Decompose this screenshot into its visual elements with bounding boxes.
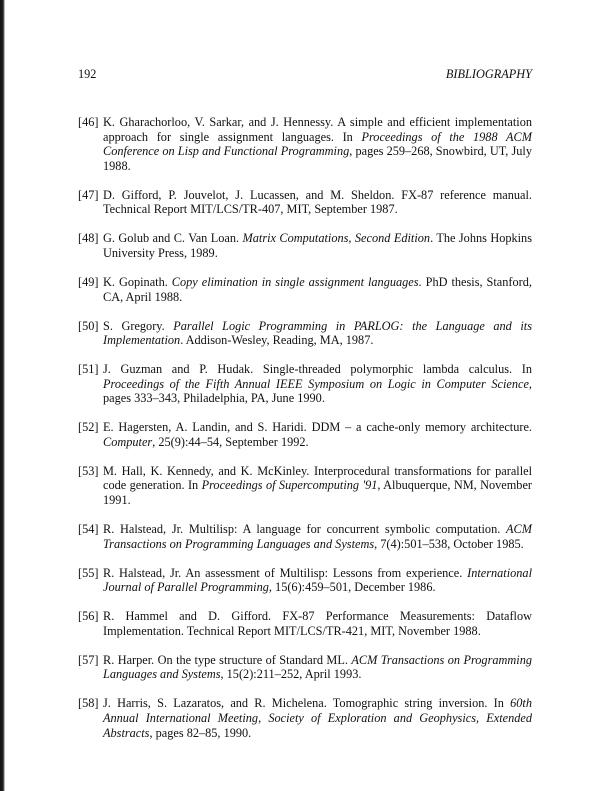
entry-text [103, 464, 532, 507]
bibliography-entry [78, 653, 532, 682]
entry-text-part: . The Johns Hopkins University Press, 1989. [103, 231, 532, 260]
entry-text [103, 362, 532, 405]
entry-venue-italic: Copy elimination in single assignment languages [171, 274, 419, 289]
entry-text [103, 115, 532, 173]
entry-text-part: , pages 82–85, 1990. [149, 725, 252, 740]
entry-text [103, 275, 532, 304]
entry-text-part: R. Harper. On the type structure of Standard ML. [103, 652, 352, 667]
entry-venue-italic: Matrix Computations, Second Edition [242, 231, 431, 246]
bibliography-entry [78, 696, 532, 740]
entry-label: [48] [78, 231, 99, 246]
bibliography-entry [78, 231, 532, 260]
entry-text [103, 420, 532, 449]
entry-venue-italic: Proceedings of Supercomputing '91 [201, 478, 378, 493]
bibliography-entry [78, 115, 532, 173]
bibliography-entry [78, 420, 532, 449]
bibliography-entry [78, 464, 532, 508]
entry-text-part: K. Gopinath. [103, 274, 172, 289]
entry-text-part: S. Gregory. [103, 318, 174, 333]
entry-label: [58] [78, 696, 99, 711]
entry-text [103, 566, 532, 595]
entry-text-part: R. Halstead, Jr. An assessment of Multilisp: Lessons from experience. [103, 565, 468, 580]
page-number: 192 [78, 67, 97, 81]
bibliography-entry [78, 609, 532, 638]
entry-label: [55] [78, 565, 99, 580]
page-header [78, 67, 532, 83]
entry-text-part: , 15(6):459–501, December 1986. [268, 580, 436, 595]
entry-text [103, 696, 532, 739]
running-title: BIBLIOGRAPHY [445, 67, 532, 81]
bibliography-list [78, 115, 532, 754]
entry-text-part: , 25(9):44–54, September 1992. [152, 434, 309, 449]
entry-text-part: K. Gharachorloo, V. Sarkar, and J. Hennessy. A simple and efficient implementation approach for single assignment languages. In [103, 115, 532, 144]
scan-edge-shadow [0, 0, 5, 791]
entry-label: [56] [78, 609, 99, 624]
entry-text-part: J. Harris, S. Lazaratos, and R. Michelena. Tomographic string inversion. In [103, 696, 511, 711]
entry-venue-italic: International Journal of Parallel Programming [103, 565, 532, 595]
entry-text [103, 522, 532, 551]
entry-text-part: R. Halstead, Jr. Multilisp: A language for concurrent symbolic computation. [103, 522, 507, 536]
entry-label: [50] [78, 318, 99, 333]
entry-text-part: D. Gifford, P. Jouvelot, J. Lucassen, and M. Sheldon. FX-87 reference manual. Technical Report MIT/LCS/TR-407, MIT, September 1987. [103, 187, 532, 217]
entry-venue-italic: Parallel Logic Programming in PARLOG: the Language and its Implementation [103, 318, 532, 348]
entry-text [103, 319, 532, 348]
entry-venue-italic: 60th Annual International Meeting, Society of Exploration and Geophysics, Extended Abstracts [103, 696, 532, 740]
entry-venue-italic: Computer [103, 434, 153, 449]
entry-text-part: J. Guzman and P. Hudak. Single-threaded polymorphic lambda calculus. In [103, 362, 532, 377]
entry-text [103, 653, 532, 682]
entry-venue-italic: ACM Transactions on Programming Languages and Systems [103, 522, 532, 551]
entry-text-part: M. Hall, K. Kennedy, and K. McKinley. Interprocedural transformations for parallel code generation. In [103, 463, 532, 493]
entry-text-part: , pages 333–343, Philadelphia, PA, June 1990. [103, 376, 532, 406]
bibliography-entry [78, 319, 532, 348]
entry-label: [53] [78, 463, 99, 478]
entry-text-part: , Albuquerque, NM, November 1991. [103, 478, 532, 508]
entry-text [103, 188, 532, 217]
entry-venue-italic: Proceedings of the Fifth Annual IEEE Symposium on Logic in Computer Science [103, 376, 529, 391]
entry-label: [51] [78, 362, 99, 377]
entry-label: [46] [78, 115, 99, 129]
entry-text [103, 609, 532, 638]
bibliography-entry [78, 188, 532, 217]
entry-text-part: , 15(2):211–252, April 1993. [220, 667, 362, 682]
bibliography-entry [78, 275, 532, 304]
entry-label: [54] [78, 522, 99, 536]
entry-label: [52] [78, 420, 99, 435]
entry-text-part: R. Hammel and D. Gifford. FX-87 Performance Measurements: Dataflow Implementation. Technical Report MIT/LCS/TR-421, MIT, November 1988. [103, 609, 532, 638]
entry-text-part: . Addison-Wesley, Reading, MA, 1987. [180, 333, 374, 348]
entry-text-part: . PhD thesis, Stanford, CA, April 1988. [103, 274, 532, 304]
bibliography-entry [78, 566, 532, 595]
entry-label: [49] [78, 274, 99, 289]
entry-text-part: , 7(4):501–538, October 1985. [374, 536, 524, 551]
entry-venue-italic: ACM Transactions on Programming Languages and Systems [103, 652, 532, 682]
bibliography-entry [78, 362, 532, 406]
entry-text [103, 231, 532, 260]
entry-label: [47] [78, 187, 99, 202]
bibliography-entry [78, 522, 532, 551]
entry-label: [57] [78, 652, 99, 667]
entry-text-part: G. Golub and C. Van Loan. [103, 231, 243, 246]
entry-text-part: , pages 259–268, Snowbird, UT, July 1988. [103, 144, 532, 173]
entry-venue-italic: Proceedings of the 1988 ACM Conference on Lisp and Functional Programming [103, 129, 532, 159]
entry-text-part: E. Hagersten, A. Landin, and S. Haridi. DDM – a cache-only memory architecture. [103, 420, 532, 435]
